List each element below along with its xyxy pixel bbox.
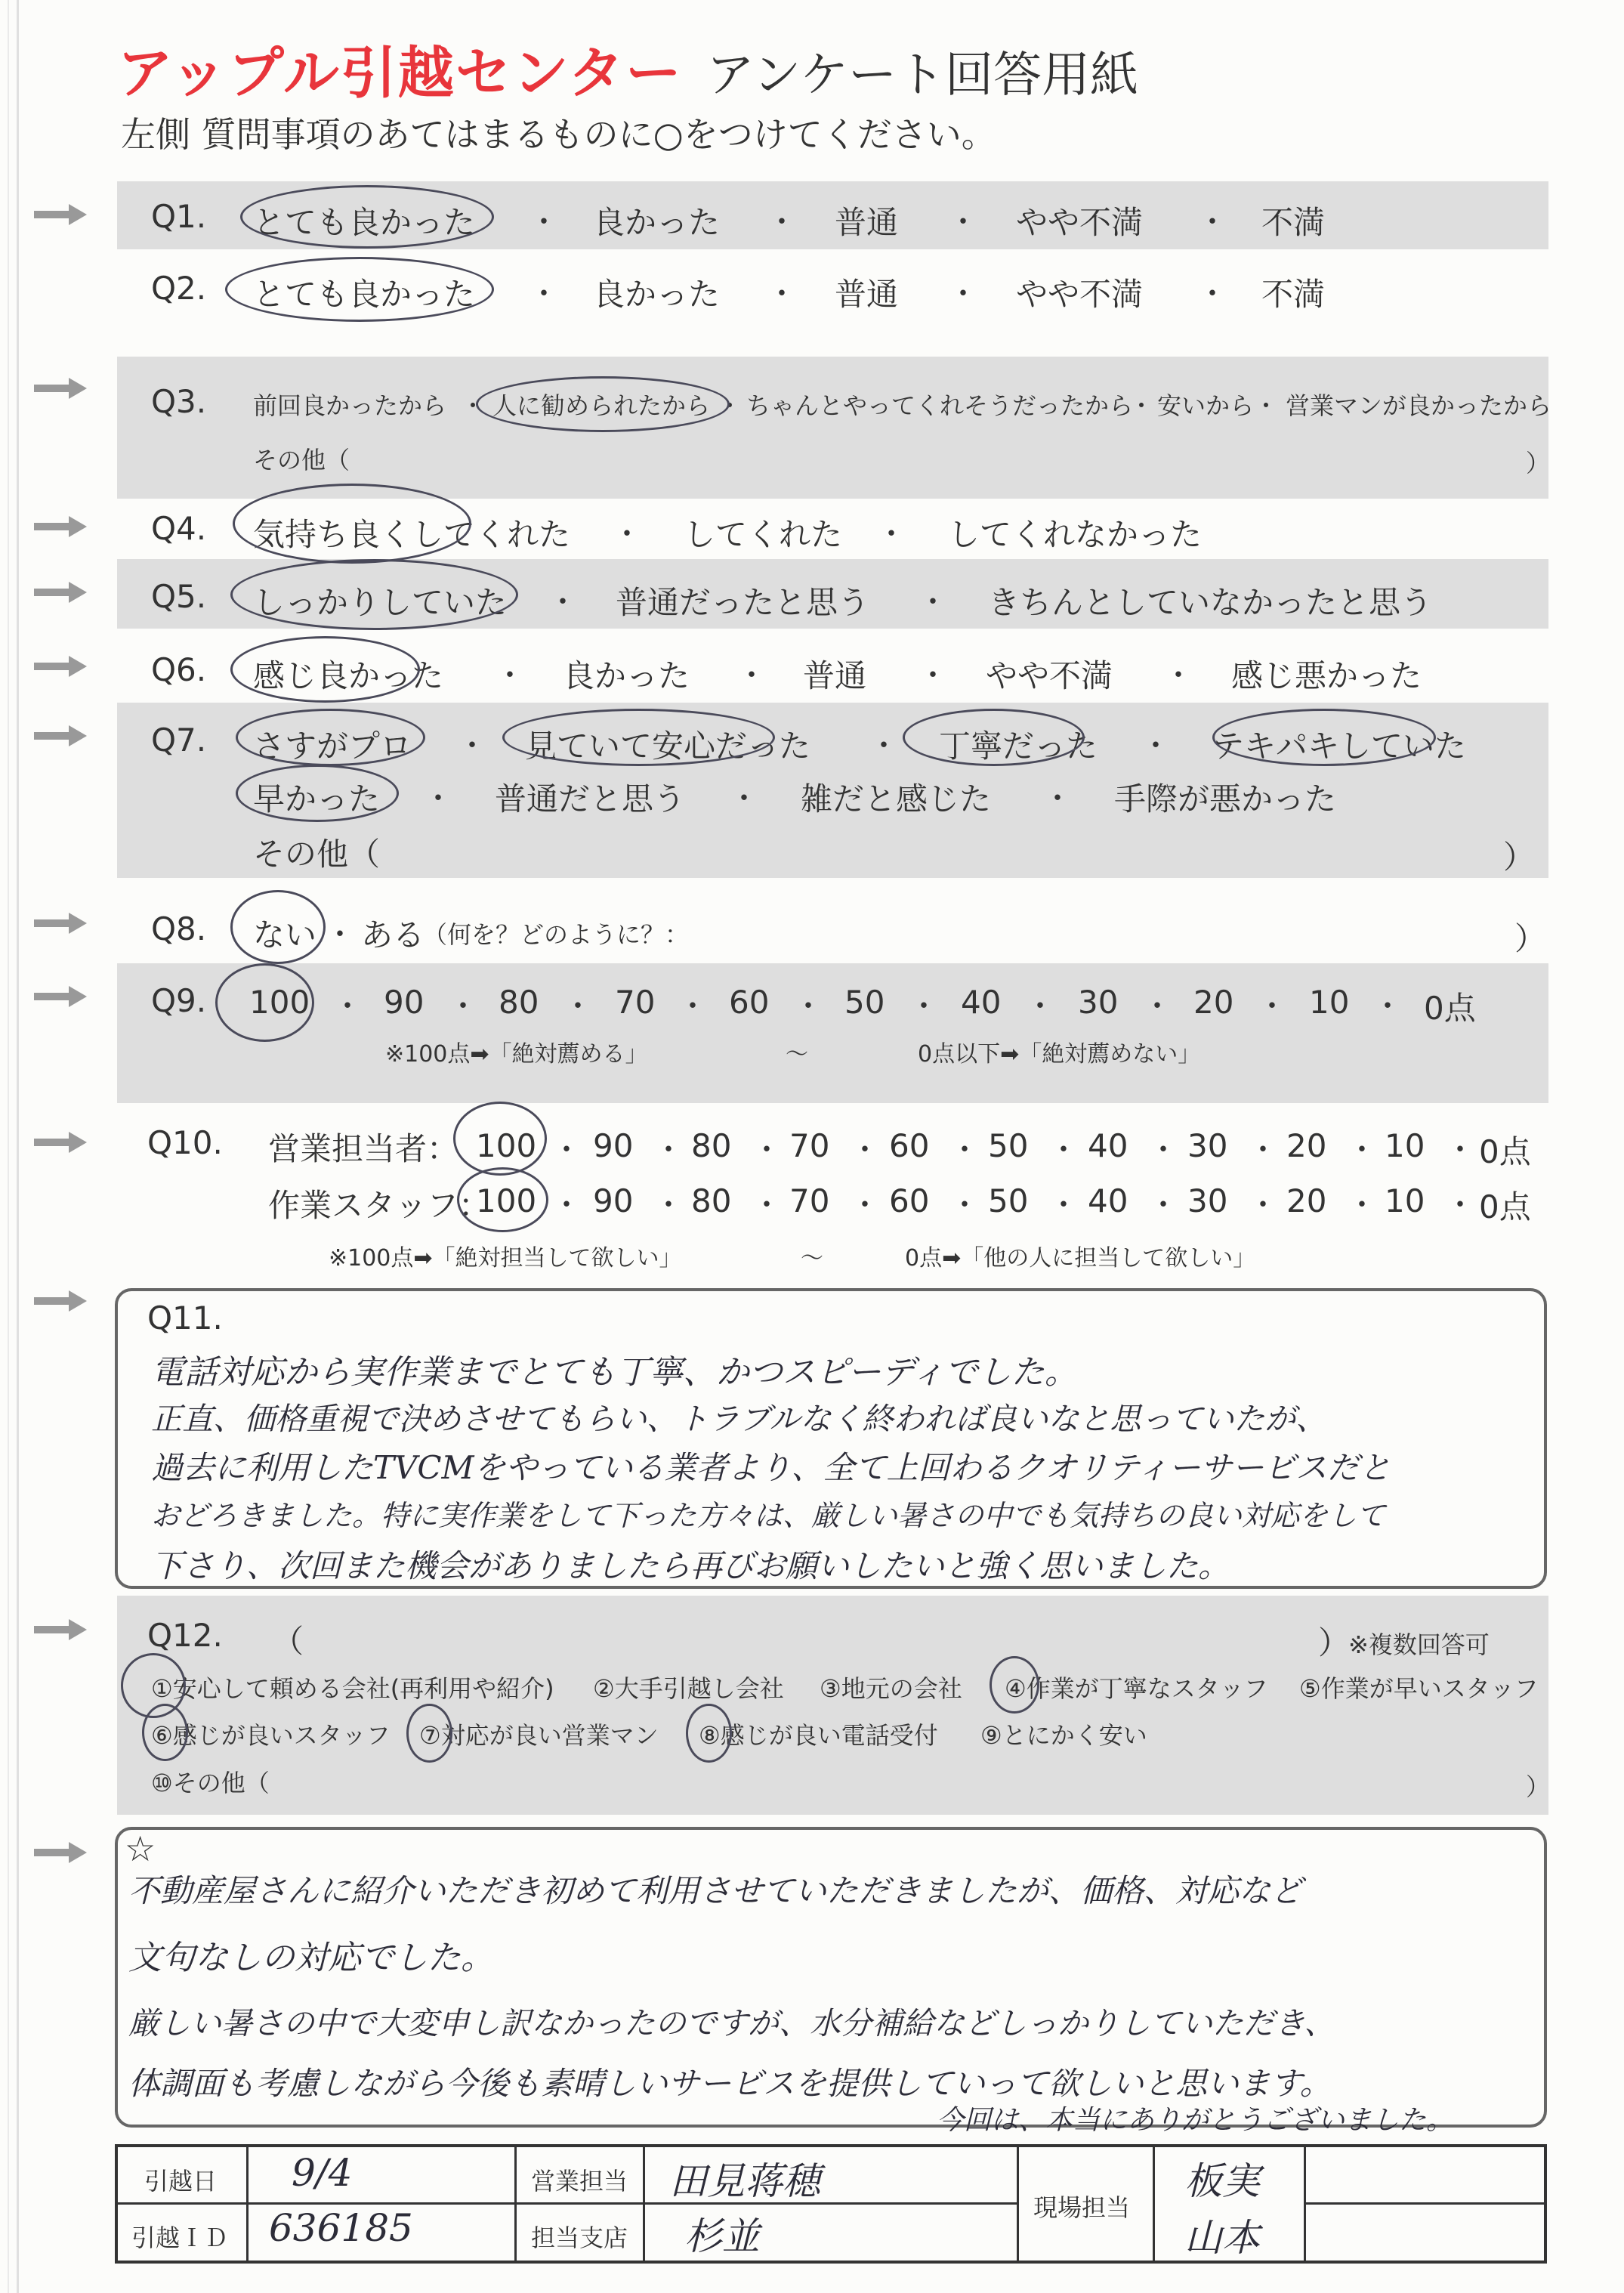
move-date-value: 9/4 <box>292 2151 353 2195</box>
q12-option[interactable]: ⑤作業が早いスタッフ <box>1299 1674 1539 1703</box>
q9-score[interactable]: 50 <box>844 984 885 1021</box>
q9-score[interactable]: 10 <box>1309 984 1350 1021</box>
q5-option[interactable]: 普通だったと思う <box>616 584 870 621</box>
q6-label: Q6. <box>151 651 207 688</box>
q9-score[interactable]: 0点 <box>1424 990 1476 1027</box>
q3-option[interactable]: 前回良かったから <box>253 391 447 420</box>
q12-open: （ <box>272 1623 304 1660</box>
arrow-icon <box>34 913 87 934</box>
move-id-value: 636185 <box>269 2206 413 2250</box>
q10-sales-score[interactable]: 90 <box>593 1127 634 1164</box>
q8-yes[interactable]: ある <box>361 916 425 953</box>
arrow-icon <box>34 725 87 746</box>
q10-label: Q10. <box>147 1124 223 1161</box>
arrow-icon <box>34 656 87 677</box>
arrow-icon <box>34 582 87 603</box>
q12-option[interactable]: ⑥感じが良いスタッフ <box>151 1721 391 1750</box>
q6-option[interactable]: 普通 <box>803 657 867 694</box>
q4-option[interactable]: してくれなかった <box>948 516 1203 553</box>
q3-option[interactable]: 安いから <box>1157 391 1255 420</box>
q12-label: Q12. <box>147 1617 223 1654</box>
q11-line: おどろきました。特に実作業をして下った方々は、厳しい暑さの中でも気持ちの良い対応をして <box>151 1499 1386 1532</box>
q10-staff-score[interactable]: 30 <box>1187 1182 1228 1219</box>
margin-line <box>17 0 19 2293</box>
q12-option[interactable]: ⑨とにかく安い <box>980 1721 1147 1750</box>
sales-rep-value: 田見蒋穂 <box>669 2159 820 2203</box>
q8-prompt: （何を？どのように？： <box>423 920 690 949</box>
q10-staff-score[interactable]: 100 <box>476 1182 537 1219</box>
q10-sales-score[interactable]: 40 <box>1088 1127 1128 1164</box>
q7-option[interactable]: 早かった <box>253 780 381 817</box>
q2-option[interactable]: やや不満 <box>1016 276 1144 313</box>
q11-line: 過去に利用したTVCMをやっている業者より、全て上回わるクオリティーサービスだと <box>151 1449 1391 1486</box>
q9-score[interactable]: 100 <box>249 984 310 1021</box>
q2-label: Q2. <box>151 270 207 307</box>
q10-sales-score[interactable]: 50 <box>988 1127 1029 1164</box>
q9-score[interactable]: 30 <box>1078 984 1119 1021</box>
q6-option[interactable]: 感じ悪かった <box>1231 657 1422 694</box>
q3-band <box>117 357 1551 499</box>
arrow-icon <box>34 1132 87 1153</box>
q5-option[interactable]: きちんとしていなかったと思う <box>988 584 1433 621</box>
q8-label: Q8. <box>151 910 207 947</box>
q1-option[interactable]: やや不満 <box>1016 204 1144 241</box>
q7-option[interactable]: テキパキしていた <box>1212 728 1467 765</box>
q12-multi-note: ※複数回答可 <box>1348 1630 1490 1659</box>
star-icon: ☆ <box>125 1828 156 1869</box>
q9-note-mid: 〜 <box>786 1041 808 1068</box>
q10-note-right: 0点➡「他の人に担当して欲しい」 <box>905 1245 1256 1272</box>
q3-label: Q3. <box>151 383 207 420</box>
arrow-icon <box>34 1842 87 1863</box>
q7-option[interactable]: 見ていて安心だった <box>525 728 811 765</box>
q10-note-left: ※100点➡「絶対担当して欲しい」 <box>329 1245 682 1272</box>
arrow-icon <box>34 378 87 399</box>
q11-line: 正直、価格重視で決めさせてもらい、トラブルなく終われば良いなと思っていたが、 <box>151 1401 1327 1437</box>
q11-line: 電話対応から実作業までとても丁寧、かつスピーディでした。 <box>151 1353 1078 1392</box>
arrow-icon <box>34 1619 87 1640</box>
q2-option[interactable]: 普通 <box>835 276 899 313</box>
q10-staff-score[interactable]: 20 <box>1286 1182 1327 1219</box>
arrow-icon <box>34 986 87 1007</box>
q6-option[interactable]: やや不満 <box>986 657 1113 694</box>
q9-score[interactable]: 40 <box>961 984 1002 1021</box>
q12-option[interactable]: ②大手引越し会社 <box>593 1674 784 1703</box>
q7-option[interactable]: 手際が悪かった <box>1114 780 1337 817</box>
move-date-label: 引越日 <box>144 2167 218 2196</box>
q3-other-close: ） <box>1526 449 1551 477</box>
q10-sales-score[interactable]: 70 <box>789 1127 830 1164</box>
q12-option[interactable]: ⑧感じが良い電話受付 <box>699 1721 938 1750</box>
q3-option[interactable]: ちゃんとやってくれそうだったから <box>746 391 1134 420</box>
q7-option[interactable]: 雑だと感じた <box>801 780 992 817</box>
q1-option[interactable]: とても良かった <box>253 204 476 241</box>
q4-option[interactable]: 気持ち良くしてくれた <box>253 516 571 553</box>
q8-no[interactable]: ない <box>253 916 317 953</box>
q7-option[interactable]: さすがプロ <box>253 728 412 765</box>
paper-edge <box>8 0 9 2293</box>
q9-score[interactable]: 70 <box>615 984 656 1021</box>
q10-staff-score[interactable]: 0点 <box>1479 1188 1531 1225</box>
q10-sales-score[interactable]: 30 <box>1187 1127 1228 1164</box>
company-name: アップル引越センター <box>117 41 683 106</box>
q1-label: Q1. <box>151 198 207 235</box>
q10-sales-score[interactable]: 0点 <box>1479 1133 1531 1170</box>
q9-score[interactable]: 90 <box>384 984 425 1021</box>
q12-option[interactable]: ③地元の会社 <box>820 1674 962 1703</box>
q5-label: Q5. <box>151 578 207 615</box>
arrow-icon <box>34 516 87 537</box>
q3-option[interactable]: 営業マンが良かったから <box>1286 391 1552 420</box>
q12-option[interactable]: ①安心して頼める会社(再利用や紹介) <box>151 1674 554 1703</box>
q10-sales-score[interactable]: 20 <box>1286 1127 1327 1164</box>
q7-label: Q7. <box>151 722 207 759</box>
arrow-icon <box>34 1290 87 1312</box>
comment-line: 不動産屋さんに紹介いただき初めて利用させていただきましたが、価格、対応など <box>128 1872 1303 1909</box>
branch-value: 杉並 <box>684 2214 760 2258</box>
form-title: アンケート回答用紙 <box>706 48 1139 104</box>
q10-staff-score[interactable]: 90 <box>593 1182 634 1219</box>
sales-rep-label: 営業担当 <box>531 2167 628 2196</box>
q12-other: ⑩その他（ <box>151 1769 270 1797</box>
q1-option[interactable]: 不満 <box>1261 204 1326 241</box>
branch-label: 担当支店 <box>531 2223 628 2252</box>
site-rep-value: 板実 <box>1184 2159 1260 2203</box>
move-id-label: 引越ＩＤ <box>131 2223 229 2252</box>
site-rep-label: 現場担当 <box>1033 2193 1131 2222</box>
q9-score[interactable]: 20 <box>1193 984 1234 1021</box>
q10-sales-label: 営業担当者： <box>268 1130 459 1167</box>
q11-label: Q11. <box>147 1299 223 1337</box>
q9-score[interactable]: 60 <box>729 984 770 1021</box>
site-rep-value: 山本 <box>1184 2216 1260 2260</box>
q10-sales-score[interactable]: 80 <box>691 1127 732 1164</box>
q10-staff-score[interactable]: 60 <box>889 1182 930 1219</box>
comment-line: 文句なしの対応でした。 <box>128 1939 494 1977</box>
comment-line: 体調面も考慮しながら今後も素晴しいサービスを提供していって欲しいと思います。 <box>128 2065 1332 2102</box>
q3-other: その他（ <box>253 446 350 474</box>
q4-label: Q4. <box>151 510 207 547</box>
q8-close: ） <box>1514 920 1547 957</box>
q10-sales-score[interactable]: 100 <box>476 1127 537 1164</box>
q7-option[interactable]: 丁寧だった <box>939 728 1098 765</box>
q2-option[interactable]: とても良かった <box>253 276 476 313</box>
q10-staff-score[interactable]: 80 <box>691 1182 732 1219</box>
q10-note-mid: 〜 <box>801 1245 823 1272</box>
q2-option[interactable]: 不満 <box>1261 276 1326 313</box>
q7-other: その他（ <box>253 836 381 873</box>
q9-score[interactable]: 80 <box>499 984 539 1021</box>
comment-line: 厳しい暑さの中で大変申し訳なかったのですが、水分補給などしっかりしていただき、 <box>128 2005 1335 2041</box>
q12-option[interactable]: ④作業が丁寧なスタッフ <box>1005 1674 1268 1703</box>
q4-option[interactable]: してくれた <box>684 516 843 553</box>
q9-note-right: 0点以下➡「絶対薦めない」 <box>918 1041 1201 1068</box>
q2-option[interactable]: 良かった <box>593 276 721 313</box>
q11-line: 下さり、次回また機会がありましたら再びお願いしたいと強く思いました。 <box>151 1547 1230 1584</box>
q10-staff-score[interactable]: 70 <box>789 1182 830 1219</box>
q10-staff-label: 作業スタッフ： <box>268 1187 491 1224</box>
q6-option[interactable]: 感じ良かった <box>253 657 444 694</box>
q12-option[interactable]: ⑦対応が良い営業マン <box>419 1721 659 1750</box>
q1-option[interactable]: 普通 <box>835 204 899 241</box>
q6-option[interactable]: 良かった <box>563 657 690 694</box>
q5-option[interactable]: しっかりしていた <box>253 584 508 621</box>
q1-option[interactable]: 良かった <box>593 204 721 241</box>
q9-label: Q9. <box>151 982 207 1019</box>
arrow-icon <box>34 204 87 225</box>
q12-close: ） <box>1318 1624 1351 1661</box>
footer-table <box>115 2144 1547 2264</box>
q10-staff-score[interactable]: 10 <box>1385 1182 1425 1219</box>
q9-note-left: ※100点➡「絶対薦める」 <box>385 1041 648 1068</box>
q12-other-close: ） <box>1526 1772 1551 1801</box>
q10-sales-score[interactable]: 60 <box>889 1127 930 1164</box>
instruction: 左側 質問事項のあてはまるものに○をつけてください。 <box>121 114 996 155</box>
q7-option[interactable]: 普通だと思う <box>495 780 686 817</box>
q3-option[interactable]: 人に勧められたから <box>492 391 711 420</box>
q10-staff-score[interactable]: 40 <box>1088 1182 1128 1219</box>
q10-staff-score[interactable]: 50 <box>988 1182 1029 1219</box>
q10-sales-score[interactable]: 10 <box>1385 1127 1425 1164</box>
q7-other-close: ） <box>1503 839 1536 876</box>
comment-line: 今回は、本当にありがとうございました。 <box>937 2105 1454 2136</box>
